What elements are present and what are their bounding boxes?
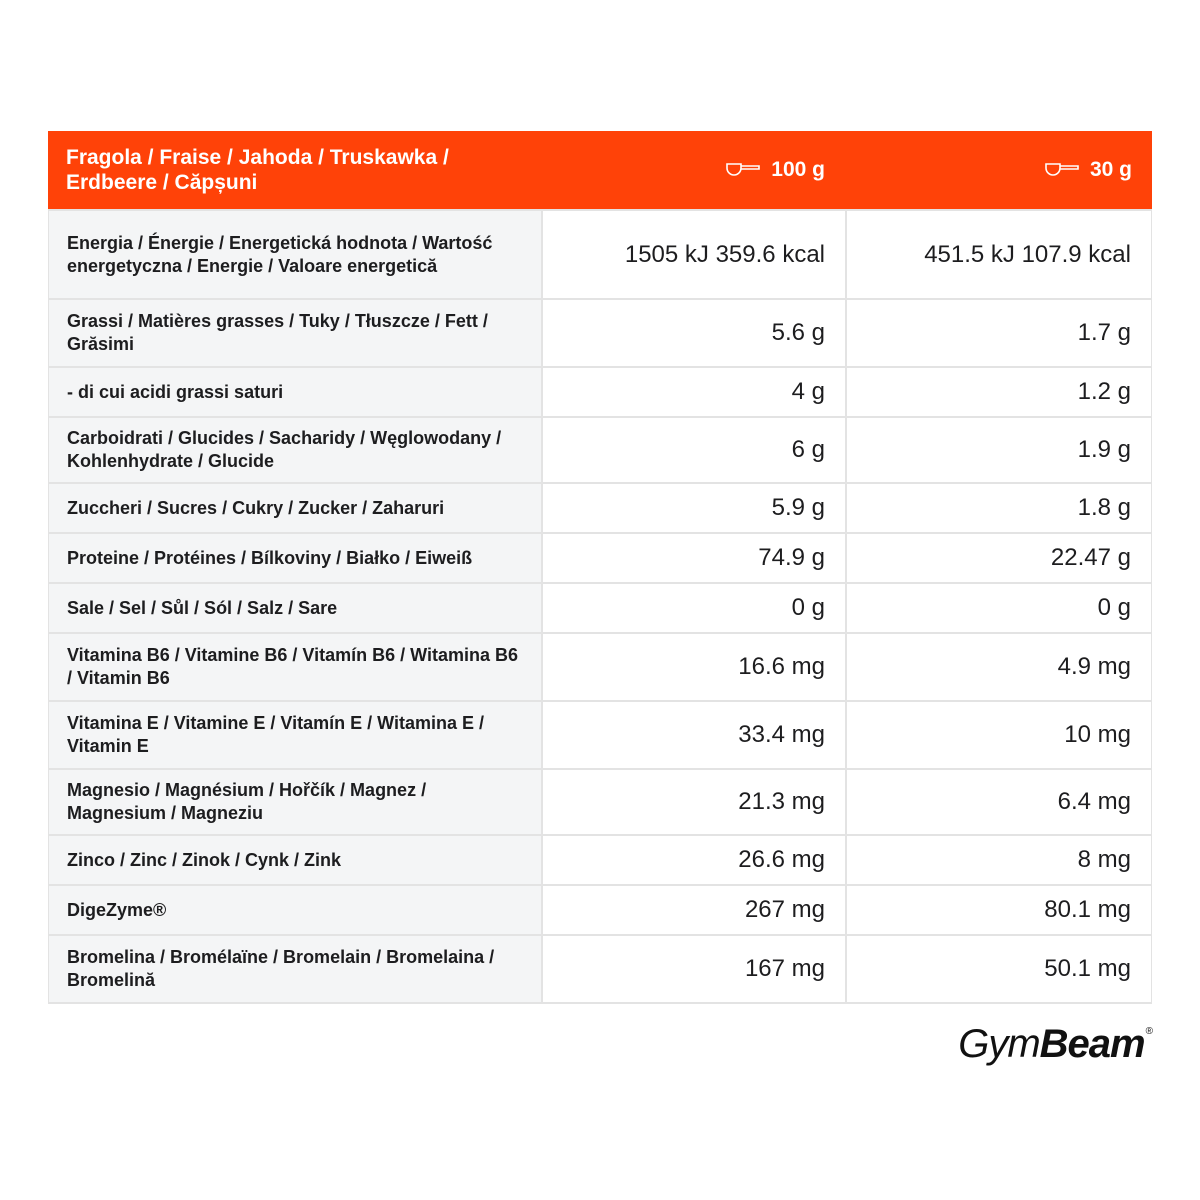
value-30g: 22.47 g — [847, 534, 1152, 582]
value-100g: 16.6 mg — [543, 634, 847, 700]
value-30g: 8 mg — [847, 836, 1152, 884]
value-30g: 451.5 kJ 107.9 kcal — [847, 211, 1152, 298]
header-col-100g — [543, 131, 847, 209]
nutrient-label: Zuccheri / Sucres / Cukry / Zucker / Zaharuri — [48, 484, 543, 532]
nutrient-label: Bromelina / Bromélaïne / Bromelain / Bromelaina / Bromelină — [48, 936, 543, 1002]
nutrient-label: Vitamina B6 / Vitamine B6 / Vitamín B6 / Witamina B6 / Vitamin B6 — [48, 634, 543, 700]
value-100g: 5.6 g — [543, 300, 847, 366]
header-col-100g-label: 100 g — [771, 158, 825, 181]
table-row — [48, 532, 1152, 582]
header-col-30g-label: 30 g — [1089, 158, 1132, 181]
nutrient-label: DigeZyme® — [48, 886, 543, 934]
table-row — [48, 934, 1152, 1002]
value-100g: 21.3 mg — [543, 770, 847, 834]
table-row — [48, 366, 1152, 416]
value-30g: 1.7 g — [847, 300, 1152, 366]
value-30g: 4.9 mg — [847, 634, 1152, 700]
nutrient-label: Vitamina E / Vitamine E / Vitamín E / Witamina E / Vitamin E — [48, 702, 543, 768]
value-30g: 1.2 g — [847, 368, 1152, 416]
nutrient-label: Magnesio / Magnésium / Hořčík / Magnez / Magnesium / Magneziu — [48, 770, 543, 834]
value-100g: 1505 kJ 359.6 kcal — [543, 211, 847, 298]
value-30g: 80.1 mg — [847, 886, 1152, 934]
value-30g: 10 mg — [847, 702, 1152, 768]
value-100g: 33.4 mg — [543, 702, 847, 768]
scoop-icon — [725, 158, 761, 182]
table-row — [48, 768, 1152, 834]
table-header — [48, 131, 1152, 209]
value-30g: 1.9 g — [847, 418, 1152, 482]
nutrition-table — [48, 131, 1152, 1004]
value-30g: 6.4 mg — [847, 770, 1152, 834]
table-row — [48, 700, 1152, 768]
value-30g: 1.8 g — [847, 484, 1152, 532]
value-100g: 4 g — [543, 368, 847, 416]
nutrient-label: Grassi / Matières grasses / Tuky / Tłuszcze / Fett / Grăsimi — [48, 300, 543, 366]
gymbeam-logo — [958, 1022, 1152, 1067]
scoop-icon — [1044, 158, 1080, 182]
value-100g: 0 g — [543, 584, 847, 632]
table-row — [48, 482, 1152, 532]
table-row — [48, 416, 1152, 482]
table-row — [48, 884, 1152, 934]
nutrient-label: Sale / Sel / Sůl / Sól / Salz / Sare — [48, 584, 543, 632]
table-row — [48, 582, 1152, 632]
flavor-title: Fragola / Fraise / Jahoda / Truskawka / Erdbeere / Căpșuni — [66, 146, 449, 194]
value-100g: 5.9 g — [543, 484, 847, 532]
nutrient-label: Energia / Énergie / Energetická hodnota / Wartość energetyczna / Energie / Valoare energetică — [48, 211, 543, 298]
table-row — [48, 632, 1152, 700]
value-100g: 26.6 mg — [543, 836, 847, 884]
registered-mark: ® — [1145, 1026, 1152, 1037]
value-100g: 6 g — [543, 418, 847, 482]
nutrient-label: - di cui acidi grassi saturi — [48, 368, 543, 416]
nutrient-label: Proteine / Protéines / Bílkoviny / Białko / Eiweiß — [48, 534, 543, 582]
header-col-30g — [847, 131, 1152, 209]
table-row — [48, 834, 1152, 884]
nutrient-label: Zinco / Zinc / Zinok / Cynk / Zink — [48, 836, 543, 884]
logo-beam-text: Beam — [1039, 1022, 1145, 1066]
nutrient-label: Carboidrati / Glucides / Sacharidy / Węglowodany / Kohlenhydrate / Glucide — [48, 418, 543, 482]
value-100g: 74.9 g — [543, 534, 847, 582]
value-100g: 167 mg — [543, 936, 847, 1002]
logo-gym-text: Gym — [958, 1022, 1040, 1066]
table-row — [48, 209, 1152, 298]
value-30g: 0 g — [847, 584, 1152, 632]
value-100g: 267 mg — [543, 886, 847, 934]
table-row — [48, 298, 1152, 366]
value-30g: 50.1 mg — [847, 936, 1152, 1002]
